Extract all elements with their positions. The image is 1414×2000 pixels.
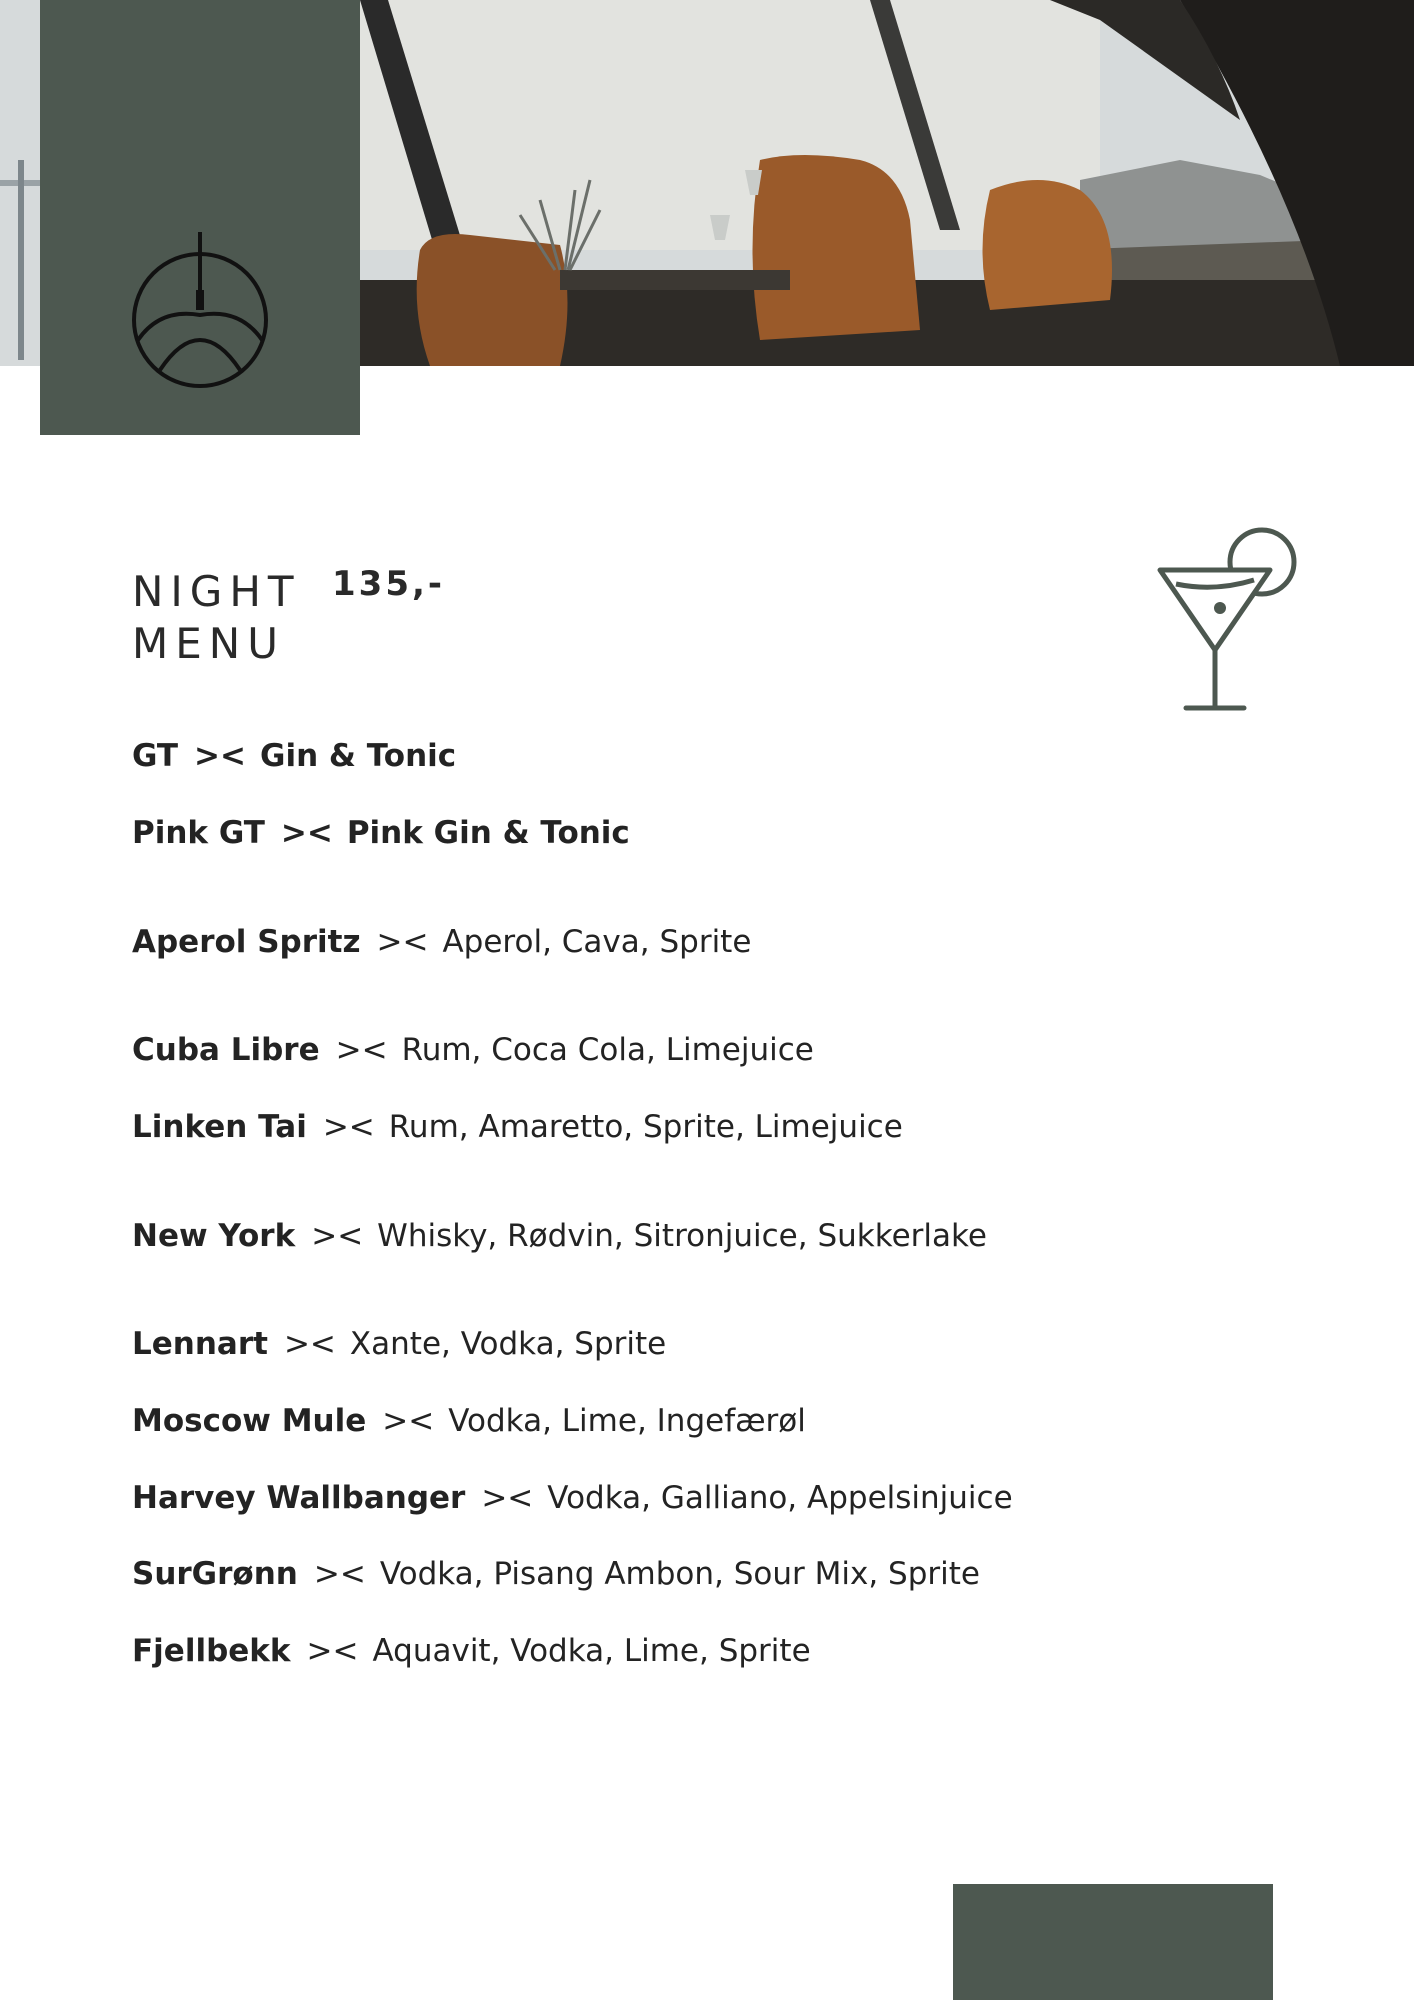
item-description: Vodka, Pisang Ambon, Sour Mix, Sprite [379, 1556, 980, 1592]
item-name: Pink GT [132, 815, 265, 851]
item-name: Linken Tai [132, 1109, 307, 1145]
menu-title-line1: NIGHT [132, 567, 301, 616]
item-description: Whisky, Rødvin, Sitronjuice, Sukkerlake [377, 1218, 987, 1254]
item-separator: >< [283, 1326, 336, 1362]
menu-item-gt [132, 738, 456, 774]
menu-item-fjellbekk [132, 1633, 811, 1669]
menu-item-pink-gt [132, 815, 630, 851]
item-separator: >< [313, 1556, 366, 1592]
tower-circle-logo-icon [130, 220, 270, 390]
item-separator: >< [376, 924, 429, 960]
menu-item-cuba-libre [132, 1032, 814, 1068]
menu-item-aperol-spritz [132, 924, 751, 960]
item-description: Vodka, Galliano, Appelsinjuice [547, 1480, 1013, 1516]
item-name: New York [132, 1218, 296, 1254]
menu-item-lennart [132, 1326, 666, 1362]
item-name: Cuba Libre [132, 1032, 320, 1068]
item-name: Fjellbekk [132, 1633, 291, 1669]
cocktail-glass-icon [1150, 520, 1310, 720]
menu-item-moscow-mule [132, 1403, 806, 1439]
item-description: Aquavit, Vodka, Lime, Sprite [372, 1633, 811, 1669]
item-description: Aperol, Cava, Sprite [442, 924, 752, 960]
menu-item-linken-tai [132, 1109, 903, 1145]
menu-item-surgronn [132, 1556, 980, 1592]
menu-item-new-york [132, 1218, 987, 1254]
item-description: Gin & Tonic [260, 738, 457, 774]
logo-block [40, 0, 360, 435]
item-description: Rum, Amaretto, Sprite, Limejuice [388, 1109, 903, 1145]
item-separator: >< [311, 1218, 364, 1254]
item-separator: >< [335, 1032, 388, 1068]
menu-title-line2: MENU [132, 619, 285, 668]
menu-price: 135,- [332, 564, 445, 604]
item-separator: >< [382, 1403, 435, 1439]
item-separator: >< [481, 1480, 534, 1516]
item-description: Pink Gin & Tonic [346, 815, 630, 851]
menu-title [132, 566, 301, 670]
item-description: Vodka, Lime, Ingefærøl [448, 1403, 806, 1439]
bottom-accent-block [953, 1884, 1273, 2000]
item-separator: >< [280, 815, 333, 851]
item-name: GT [132, 738, 179, 774]
item-separator: >< [306, 1633, 359, 1669]
item-description: Xante, Vodka, Sprite [349, 1326, 667, 1362]
item-name: SurGrønn [132, 1556, 298, 1592]
item-name: Harvey Wallbanger [132, 1480, 466, 1516]
menu-item-harvey-wallbanger [132, 1480, 1013, 1516]
item-name: Aperol Spritz [132, 924, 361, 960]
item-separator: >< [194, 738, 246, 774]
item-name: Lennart [132, 1326, 268, 1362]
item-name: Moscow Mule [132, 1403, 367, 1439]
item-description: Rum, Coca Cola, Limejuice [401, 1032, 814, 1068]
item-separator: >< [322, 1109, 375, 1145]
